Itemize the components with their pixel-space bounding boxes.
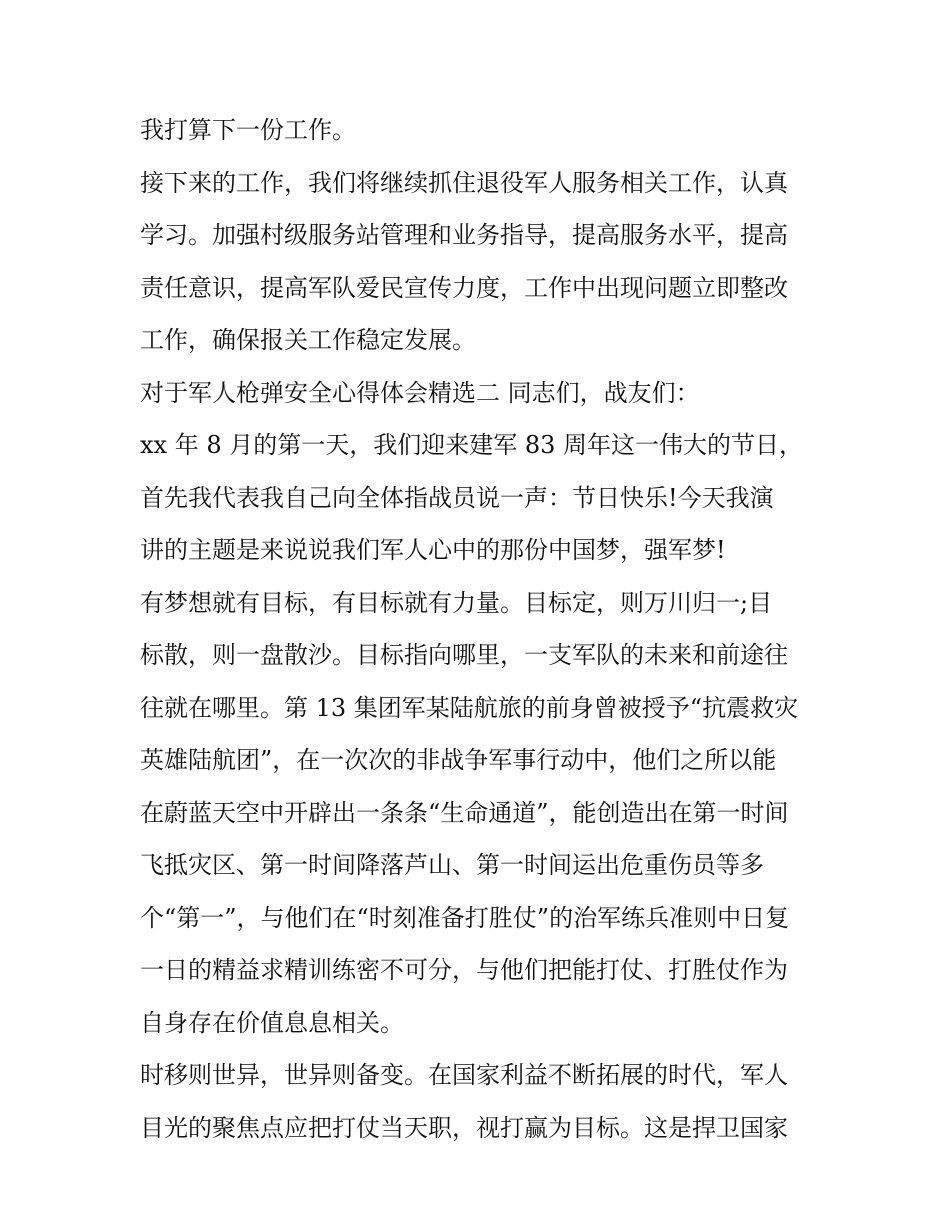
text-line: xx 年 8 月的第一天，我们迎来建军 83 周年这一伟大的节日， [140,431,804,459]
text-line: 有梦想就有目标，有目标就有力量。目标定，则万川归一;目 [140,588,773,617]
text-line: 标散，则一盘散沙。目标指向哪里，一支军队的未来和前途往 [140,641,788,669]
text-line: 飞抵灾区、第一时间降落芦山、第一时间运出危重伤员等多 [140,851,764,879]
text-line: 一日的精益求精训练密不可分，与他们把能打仗、打胜仗作为 [140,956,788,984]
text-line: 讲的主题是来说说我们军人心中的那份中国梦，强军梦! [140,536,726,564]
text-line: 在蔚蓝天空中开辟出一条条“生命通道”，能创造出在第一时间 [140,798,789,827]
text-line: 目光的聚焦点应把打仗当天职，视打赢为目标。这是捍卫国家 [140,1113,788,1142]
text-line: 对于军人枪弹安全心得体会精选二 同志们，战友们： [140,378,700,407]
text-line: 往就在哪里。第 13 集团军某陆航旅的前身曾被授予“抗震救灾 [140,693,799,722]
text-line: 时移则世异，世异则备变。在国家利益不断拓展的时代，军人 [140,1061,788,1089]
text-line: 英雄陆航团”，在一次次的非战争军事行动中，他们之所以能 [140,746,777,774]
text-line: 责任意识，提高军队爱民宣传力度，工作中出现问题立即整改 [140,273,788,302]
text-line: 首先我代表我自己向全体指战员说一声：节日快乐!今天我演 [140,483,774,512]
text-line: 自身存在价值息息相关。 [140,1008,404,1037]
text-line: 工作，确保报关工作稳定发展。 [140,326,476,354]
text-line: 我打算下一份工作。 [140,116,356,144]
text-line: 学习。加强村级服务站管理和业务指导，提高服务水平，提高 [140,221,788,249]
text-line: 个“第一”，与他们在“时刻准备打胜仗”的治军练兵准则中日复 [140,903,790,932]
text-line: 接下来的工作，我们将继续抓住退役军人服务相关工作，认真 [140,168,788,197]
document-body [140,104,820,1154]
